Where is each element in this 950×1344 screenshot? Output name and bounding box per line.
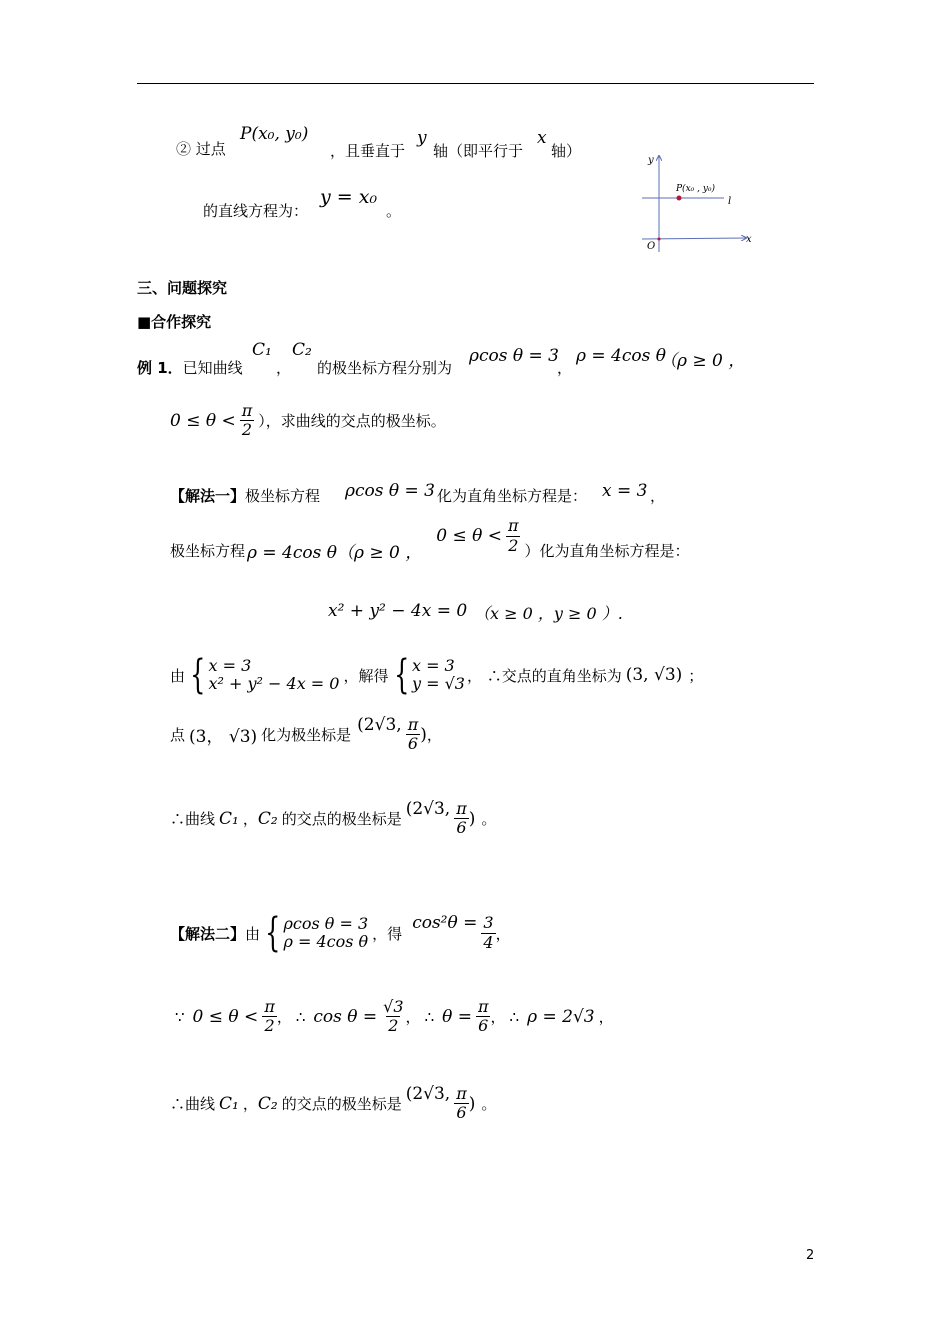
text: 过点	[195, 140, 226, 158]
example-label: 例 1．	[137, 359, 183, 377]
text: 由	[245, 924, 261, 943]
text: ，	[598, 1008, 614, 1027]
text: ）化为直角坐标方程是：	[524, 541, 690, 560]
text: 极坐标方程	[245, 487, 321, 505]
den: 2	[388, 1016, 399, 1036]
brace: {	[190, 652, 206, 698]
row: ρ = 4cos θ	[283, 932, 369, 951]
rect1: x = 3	[602, 481, 648, 501]
line-label: l	[728, 196, 732, 207]
origin-label: O	[647, 241, 656, 252]
fraction	[454, 800, 469, 838]
text: ，	[490, 1008, 506, 1027]
num: π	[407, 715, 419, 734]
sol2-line1	[170, 910, 511, 956]
range: 0 ≤ θ <	[170, 410, 236, 431]
den: 6	[456, 1103, 467, 1123]
text: ，	[276, 359, 292, 377]
den: 2	[241, 420, 253, 440]
den: 6	[407, 734, 419, 754]
polar-open: (2√3,	[405, 798, 451, 819]
circle-cond: （x ≥ 0 ，y ≥ 0 ）.	[474, 604, 623, 623]
y-axis-label: y	[648, 155, 654, 166]
system3	[260, 910, 369, 956]
c1: C₁	[252, 340, 272, 360]
rows	[208, 657, 339, 694]
text: 的交点的极坐标是	[281, 1095, 402, 1114]
text: ；	[688, 666, 704, 685]
text: 轴）	[551, 142, 582, 160]
polar-open: (2√3,	[405, 1083, 451, 1104]
point-marker	[677, 196, 682, 201]
num: π	[508, 516, 519, 536]
c2: C₂	[292, 340, 312, 360]
text: 极坐标方程	[170, 541, 246, 560]
section-title: 三、问题探究	[137, 279, 228, 297]
rows	[412, 657, 465, 694]
text: ），求曲线的交点的极坐标。	[258, 412, 446, 431]
text: 的交点的极坐标是	[281, 810, 402, 829]
x-axis-label: x	[746, 234, 752, 245]
y-var: y	[417, 128, 427, 148]
eq1: ρcos θ = 3	[469, 346, 559, 366]
example-line1	[137, 357, 243, 378]
text: ，	[426, 726, 442, 745]
sol1-convert-line	[170, 716, 442, 754]
therefore: ∴	[509, 1007, 520, 1026]
subsection-title: ■合作探究	[137, 313, 212, 331]
num: π	[456, 799, 467, 818]
eq2: ρ = 4cos θ（ρ ≥ 0 ，	[247, 542, 423, 563]
text: ，	[557, 359, 573, 377]
cos-eq: cos θ =	[313, 1006, 378, 1027]
cos2: cos²θ =	[412, 913, 478, 933]
example-line2	[170, 402, 446, 440]
c1: C₁	[219, 808, 239, 829]
rows	[283, 915, 368, 952]
text: ∴曲线	[170, 1095, 216, 1114]
item-marker: ②	[176, 140, 192, 158]
point-label: P(x₀ , y₀)	[676, 184, 716, 194]
solution2-label: 【解法二】	[170, 924, 246, 943]
text: 化为极坐标是	[261, 726, 352, 745]
solution1-label: 【解法一】	[170, 487, 246, 505]
text: 轴（即平行于	[433, 142, 524, 160]
system1	[185, 652, 340, 698]
den: 6	[456, 818, 467, 838]
sol2-line2	[175, 998, 614, 1036]
num: π	[478, 997, 489, 1016]
header-rule	[137, 83, 814, 84]
text: 已知曲线	[182, 359, 243, 377]
fraction	[406, 716, 421, 754]
num: π	[241, 401, 253, 420]
text: ，	[650, 487, 666, 505]
fraction	[381, 998, 405, 1036]
text: 化为直角坐标方程是：	[437, 487, 588, 505]
c2: C₂	[257, 1093, 278, 1114]
theta-eq: θ =	[442, 1006, 472, 1027]
cond1: （ρ ≥ 0 ，	[660, 351, 746, 371]
text: ∴曲线	[170, 810, 216, 829]
sol1-conclusion: ∴曲线 C₁ ， C₂ 的交点的极坐标是 (2√3, $\frac{\pi}{6}$ ) 。	[170, 798, 497, 838]
because: ∵	[175, 1007, 185, 1026]
den: 2	[264, 1016, 275, 1036]
therefore: ∴	[295, 1007, 306, 1026]
text: 的极坐标方程分别为	[317, 359, 453, 377]
row: x = 3	[411, 655, 455, 675]
polar-close: )	[468, 808, 476, 829]
text: ，且垂直于	[330, 142, 406, 160]
c2: C₂	[257, 808, 278, 829]
therefore: ∴	[424, 1007, 435, 1026]
rect-point: (3, √3)	[625, 665, 683, 685]
coordinate-figure	[632, 148, 762, 258]
fraction	[481, 914, 495, 952]
system2	[389, 652, 465, 698]
brace: {	[393, 652, 409, 698]
circle-eq: x² + y² − 4x = 0	[328, 601, 468, 621]
fraction	[476, 998, 491, 1036]
sol2-conclusion: ∴曲线 C₁ ， C₂ 的交点的极坐标是 (2√3, $\frac{\pi}{6}$ ) 。	[170, 1083, 497, 1123]
row: ρcos θ = 3	[283, 913, 369, 933]
range: 0 ≤ θ <	[192, 1006, 259, 1027]
fraction	[240, 402, 255, 440]
den: 6	[478, 1016, 489, 1036]
text: ，解得	[343, 666, 389, 685]
text: 由	[170, 666, 186, 685]
fraction	[454, 1085, 469, 1123]
c1: C₁	[219, 1093, 239, 1114]
equation: y = x₀	[320, 186, 378, 208]
item2-line1	[176, 138, 226, 159]
num: π	[456, 1084, 467, 1103]
num: 3	[483, 913, 494, 933]
text: ，	[276, 1008, 292, 1027]
row: y = √3	[411, 674, 465, 693]
brace: {	[265, 910, 281, 956]
num: √3	[383, 997, 404, 1016]
sol1-line1	[170, 485, 320, 506]
polar-open: (2√3,	[357, 714, 402, 735]
text: 的直线方程为：	[203, 202, 309, 220]
origin-marker	[658, 238, 661, 241]
sol1-eq1: ρcos θ = 3	[345, 481, 435, 501]
page-number: 2	[806, 1248, 815, 1263]
rect-point: (3， √3)	[189, 727, 258, 748]
fraction	[262, 998, 277, 1036]
polar-close: )	[468, 1093, 476, 1114]
text: 。	[481, 810, 497, 829]
sol1-line2	[170, 515, 690, 585]
den: 2	[508, 535, 519, 555]
text: ，	[405, 1008, 421, 1027]
text: 。	[481, 1095, 497, 1114]
polar-close: )	[420, 724, 427, 745]
den: 4	[483, 932, 494, 952]
x-var: x	[537, 128, 547, 148]
rho-eq: ρ = 2√3	[527, 1006, 595, 1027]
sol1-system-line	[170, 652, 704, 698]
row: x² + y² − 4x = 0	[208, 674, 340, 693]
cond: 0 ≤ θ <	[436, 526, 503, 546]
row: x = 3	[208, 655, 252, 675]
eq2: ρ = 4cos θ	[576, 346, 666, 366]
text: 点	[170, 726, 186, 745]
text: 。	[386, 202, 402, 220]
text: ， ∴交点的直角坐标为	[466, 666, 622, 685]
point-P: P(x₀, y₀)	[240, 124, 309, 144]
num: π	[264, 997, 275, 1016]
fraction	[506, 517, 521, 555]
text: ，得	[372, 924, 403, 943]
text: ，	[495, 924, 511, 943]
